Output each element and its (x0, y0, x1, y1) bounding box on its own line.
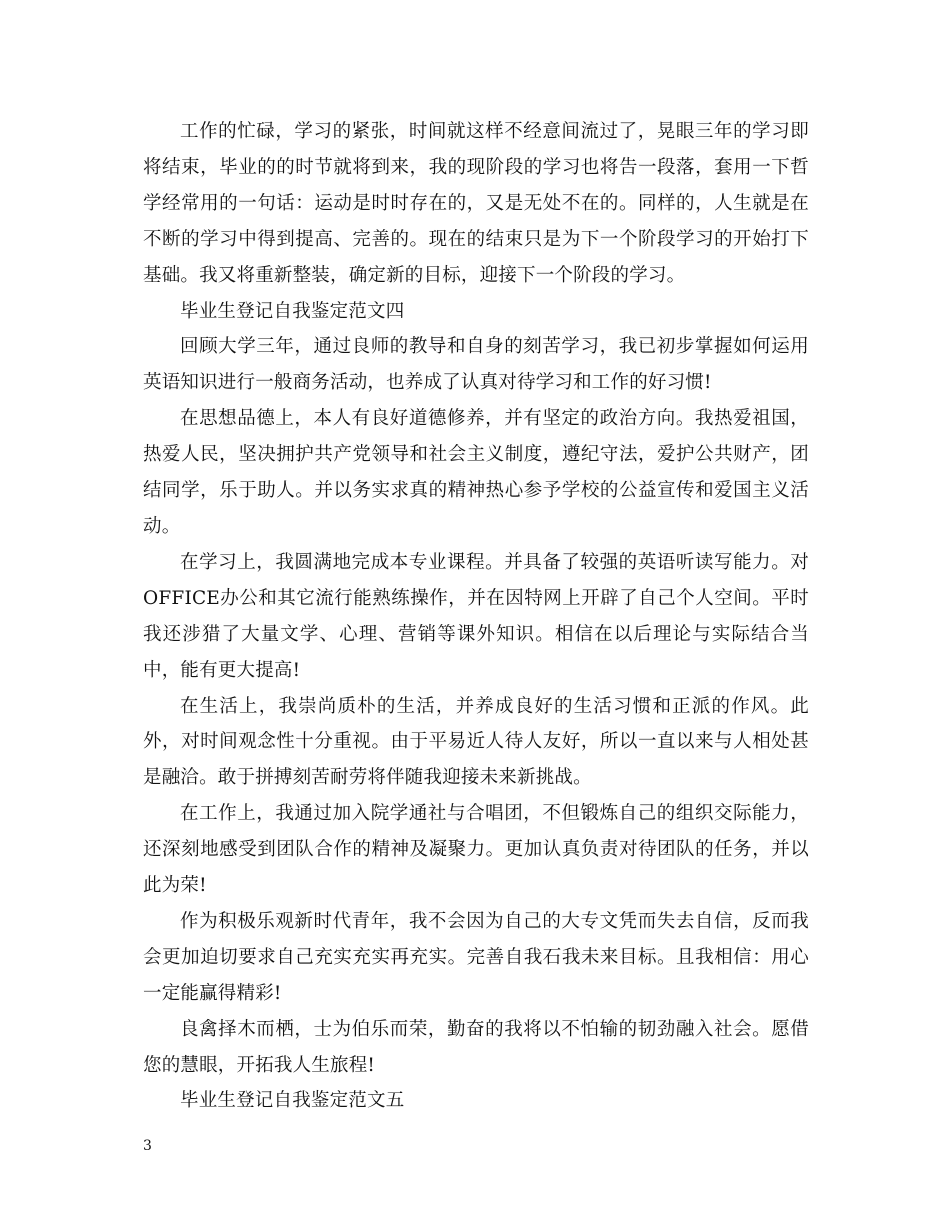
section-heading-four: 毕业生登记自我鉴定范文四 (180, 300, 405, 322)
section-heading-five: 毕业生登记自我鉴定范文五 (180, 1090, 405, 1112)
document-body (143, 114, 809, 1119)
paragraph-confidence: 作为积极乐观新时代青年，我不会因为自己的大专文凭而失去自信，反而我会更加迫切要求自己充实充实再充实。完善自我石我未来目标。且我相信：用心一定能赢得精彩! (143, 910, 809, 1004)
paragraph-closing: 良禽择木而栖，士为伯乐而荣，勤奋的我将以不怕输的韧劲融入社会。愿借您的慧眼，开拓我人生旅程! (143, 1018, 809, 1076)
paragraph-study: 在学习上，我圆满地完成本专业课程。并具备了较强的英语听读写能力。对OFFICE办公和其它流行能熟练操作，并在因特网上开辟了自己个人空间。平时我还涉猎了大量文学、心理、营销等课外知识。相信在以后理论与实际结合当中，能有更大提高! (143, 551, 809, 681)
paragraph-morality: 在思想品德上，本人有良好道德修养，并有坚定的政治方向。我热爱祖国，热爱人民，坚决拥护共产党领导和社会主义制度，遵纪守法，爱护公共财产，团结同学，乐于助人。并以务实求真的精神热心参予学校的公益宣传和爱国主义活动。 (143, 408, 809, 537)
paragraph-work: 在工作上，我通过加入院学通社与合唱团，不但锻炼自己的组织交际能力，还深刻地感受到团队合作的精神及凝聚力。更加认真负责对待团队的任务，并以此为荣! (143, 803, 809, 897)
paragraph-review: 回顾大学三年，通过良师的教导和自身的刻苦学习，我已初步掌握如何运用英语知识进行一般商务活动，也养成了认真对待学习和工作的好习惯! (143, 336, 809, 394)
paragraph-life: 在生活上，我崇尚质朴的生活，并养成良好的生活习惯和正派的作风。此外，对时间观念性十分重视。由于平易近人待人友好，所以一直以来与人相处甚是融洽。敢于拼搏刻苦耐劳将伴随我迎接未来新挑战。 (143, 695, 809, 789)
page-number: 3 (143, 1138, 152, 1154)
paragraph-intro: 工作的忙碌，学习的紧张，时间就这样不经意间流过了，晃眼三年的学习即将结束，毕业的的时节就将到来，我的现阶段的学习也将告一段落，套用一下哲学经常用的一句话：运动是时时存在的，又是无处不在的。同样的，人生就是在不断的学习中得到提高、完善的。现在的结束只是为下一个阶段学习的开始打下基础。我又将重新整装，确定新的目标，迎接下一个阶段的学习。 (143, 121, 809, 286)
